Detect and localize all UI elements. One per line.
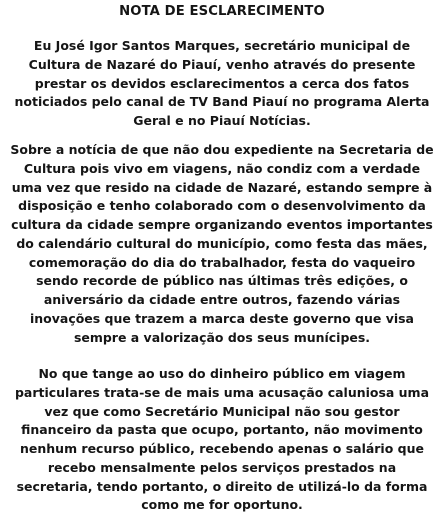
text-line: secretaria, tendo portanto, o direito de utilizá-lo da forma [16,478,428,494]
paragraph-introduction [0,37,444,131]
text-line: Geral e no Piauí Notícias. [133,113,311,128]
text-line: comemoração do dia do trabalhador, festa do vaqueiro [28,254,416,270]
text-line: particulares trata-se de mais uma acusação caluniosa uma [14,384,429,400]
text-line: Eu José Igor Santos Marques, secretário municipal de [33,38,411,53]
text-line: sempre a valorização dos seus munícipes. [73,329,371,345]
text-line: do calendário cultural do município, como festa das mães, [16,235,428,251]
text-line: recebo mensalmente pelos serviços prestados na [47,459,397,475]
text-line: uma vez que resido na cidade de Nazaré, estando sempre à [11,179,433,195]
paragraph-expediente [0,141,444,347]
text-line: inovações que trazem a marca deste governo que visa [30,310,414,326]
paragraph-dinheiro-publico [0,365,444,515]
text-line: sendo recorde de público nas últimas três edições, o [36,273,408,289]
document-title: NOTA DE ESCLARECIMENTO [119,4,325,19]
text-line: cultura da cidade sempre organizando eventos importantes [11,217,433,232]
text-line: No que tange ao uso do dinheiro público em viagem [38,366,406,381]
text-line: Cultura de Nazaré do Piauí, venho através do presente [28,56,416,72]
text-line: disposição e tenho colaborado com o desenvolvimento da [18,198,426,214]
text-line: Sobre a notícia de que não dou expediente na Secretaria de [10,142,434,157]
text-line: financeiro da pasta que ocupo, portanto, não movimento [21,422,423,438]
text-line: Cultura pois vivo em viagens, não condiz com a verdade [23,160,421,176]
text-line: vez que como Secretário Municipal não sou gestor [44,403,400,419]
text-line: aniversário da cidade entre outros, fazendo várias [43,292,401,307]
text-line: como me for oportuno. [141,497,303,513]
text-line: prestar os devidos esclarecimentos a cerca dos fatos [34,75,410,91]
text-line: noticiados pelo canal de TV Band Piauí no programa Alerta [14,94,430,110]
text-line: nenhum recurso público, recebendo apenas o salário que [20,441,424,456]
